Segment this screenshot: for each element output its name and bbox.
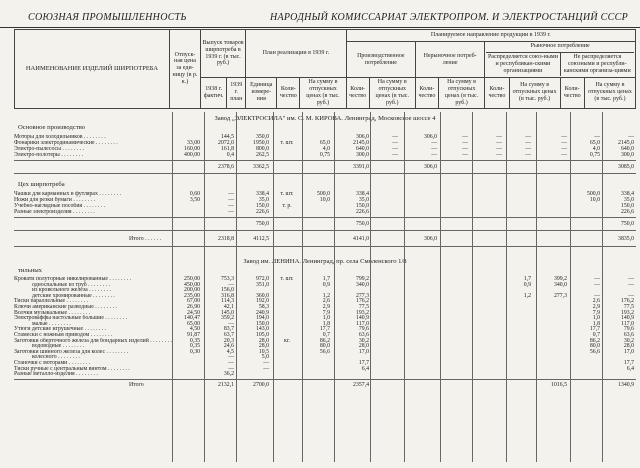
cell-uq: 80,0	[589, 343, 600, 350]
column-rule	[370, 112, 371, 462]
cell-sum: 6,4	[361, 365, 369, 372]
cell-qty: 0,9	[322, 281, 330, 288]
header-rule	[0, 27, 640, 28]
cell-us: 193,2	[620, 309, 634, 316]
cell-uq: 17,7	[589, 326, 600, 333]
cell-us: 3085,0	[618, 164, 634, 170]
cell-qty: 2,9	[322, 304, 330, 310]
column-rule	[472, 112, 473, 462]
cell-us: —	[628, 281, 634, 288]
col-sum: На сумму в отпускных ценах (в тыс. руб.)	[300, 78, 346, 109]
row-name: Разные металло-изделия . . . . . . . .	[14, 371, 98, 378]
cell-sum: 30,2	[358, 337, 369, 344]
cell-sum: 277,3	[355, 292, 369, 299]
cell-plan: 2700,0	[253, 381, 269, 388]
cell-fact: 63,7	[223, 332, 234, 338]
cell-plan: 105,0	[255, 332, 269, 338]
cell-uq: 65,0	[589, 140, 600, 146]
cell-qty: 1,2	[322, 292, 330, 299]
cell-plan: 1950,0	[253, 140, 269, 146]
cell-fact: 36,2	[223, 371, 234, 378]
cell-sum: 176,2	[355, 298, 369, 305]
cell-qty: 7,9	[322, 309, 330, 316]
row-rule	[14, 160, 636, 161]
col-market-header	[485, 42, 636, 78]
cell-qty: 1,0	[322, 315, 330, 322]
col-plan-header: План реализации в 1939 г.	[246, 30, 347, 78]
col-undist-sum: На сумму в отпускных ценах (в тыс. руб.)	[584, 78, 635, 109]
cell-fact: —	[228, 320, 234, 327]
cell-unit: т. шт.	[280, 191, 294, 197]
cell-price: 0,30	[189, 348, 200, 355]
page-header-left: СОЮЗНАЯ ПРОМЫШЛЕННОСТЬ	[28, 12, 187, 23]
cell-qty: 80,0	[319, 343, 330, 350]
cell-fact: 2132,1	[218, 381, 234, 388]
cell-uq: —	[594, 292, 600, 299]
row-name: односпальные из труб . . . . . . . .	[32, 281, 110, 288]
row-name: Разные электроизделия . . . . . . . .	[14, 209, 95, 215]
cell-fact: —	[228, 281, 234, 288]
cell-fact: 753,3	[220, 276, 234, 282]
cell-plan: 194,0	[255, 315, 269, 322]
cell-price: 0,35	[189, 343, 200, 350]
cell-fact: —	[228, 354, 234, 361]
cell-fact: 2318,8	[218, 236, 234, 242]
cell-fact: 0,4	[226, 152, 234, 158]
cell-uq: —	[594, 134, 600, 140]
row-name: Стамески с ножным приводом . . . . . . . .	[14, 332, 113, 338]
cell-us: 176,2	[620, 298, 634, 305]
cell-qty: 1,7	[322, 276, 330, 282]
row-name: детские хромированные . . . . . . . .	[32, 292, 115, 299]
cell-sum: 193,2	[355, 309, 369, 316]
cell-us: 30,2	[623, 337, 634, 344]
cell-sum: 35,0	[358, 197, 369, 203]
cell-price: 91,87	[186, 332, 200, 338]
cell-us: 3835,0	[618, 236, 634, 242]
row-rule	[14, 379, 636, 380]
column-rule	[172, 112, 173, 462]
cell-ns: —	[496, 152, 502, 158]
cell-sum: 140,9	[355, 315, 369, 322]
cell-sum: 4141,0	[353, 236, 369, 242]
cell-qty: 1,8	[322, 320, 330, 327]
cell-plan: 3362,5	[253, 164, 269, 170]
cell-plan: 28,0	[258, 337, 269, 344]
row-name: Электро-полотеры . . . . . . . .	[14, 152, 84, 158]
cell-us: 77,5	[623, 304, 634, 310]
cell-price: 140,47	[184, 315, 200, 322]
cell-uq: 0,75	[589, 152, 600, 158]
cell-sum: 17,0	[358, 348, 369, 355]
column-rule	[536, 112, 537, 462]
cell-price: 235,00	[184, 292, 200, 299]
cell-price: 33,00	[186, 140, 200, 146]
cell-ps: —	[431, 146, 437, 152]
plant-heading: Завод „ЭЛЕКТРОСИЛА" им. С. М. КИРОВА. Ленинград, Московское шоссе 4	[214, 115, 436, 122]
cell-sum: 2357,4	[353, 381, 369, 388]
cell-price: 250,00	[184, 276, 200, 282]
cell-uq: 86,2	[589, 337, 600, 344]
cell-us: 2145,0	[618, 140, 634, 146]
section-title: Цех ширпотреба	[18, 181, 65, 188]
cell-fact: —	[228, 365, 234, 372]
cell-ds: —	[561, 140, 567, 146]
final-total-label: Итого	[129, 381, 144, 388]
col-unit: Единица измере-ния	[246, 78, 277, 109]
cell-dq: —	[525, 152, 531, 158]
cell-pq: —	[392, 152, 398, 158]
cell-ps: —	[431, 140, 437, 146]
row-name: колесного . . . . . . . .	[32, 354, 80, 361]
col-dist-qty: Коли-чество	[485, 78, 509, 109]
cell-sum: 640,0	[355, 146, 369, 152]
col-distribution-header: Планируемое направление продукции в 1939 г.	[346, 30, 635, 42]
column-rule	[204, 112, 205, 462]
cell-price: 200,00	[184, 287, 200, 294]
col-output-fact: 1938 г. фактич.	[201, 78, 227, 109]
cell-ds: 1016,5	[551, 381, 567, 388]
cell-fact: —	[228, 203, 234, 209]
cell-fact: 2378,6	[218, 164, 234, 170]
cell-sum: 117,0	[356, 320, 369, 327]
cell-us: —	[628, 292, 634, 299]
cell-uq: 500,0	[586, 191, 600, 197]
cell-price: 4,50	[189, 326, 200, 333]
col-nonmarket-header: Нерыночное потреб-ление	[415, 42, 484, 78]
cell-plan: 338,4	[255, 191, 269, 197]
cell-us: 6,4	[626, 365, 634, 372]
cell-plan: 28,0	[258, 343, 269, 350]
col-nonmarket-qty: Коли-чество	[415, 78, 438, 109]
row-name: Волчки музыкальные . . . . . . . .	[14, 309, 91, 316]
cell-pq: —	[392, 134, 398, 140]
cell-fact: 4,5	[226, 348, 234, 355]
cell-sum: 300,0	[355, 152, 369, 158]
column-rule	[506, 112, 507, 462]
cell-ps: 306,0	[423, 164, 437, 170]
cell-sum: 226,6	[355, 209, 369, 215]
column-rule	[404, 112, 405, 462]
cell-plan: 240,9	[255, 309, 269, 316]
col-undist-qty: Коли-чество	[560, 78, 584, 109]
cell-fact: 114,3	[221, 298, 234, 305]
cell-plan: 58,3	[258, 304, 269, 310]
cell-sum: 338,4	[355, 191, 369, 197]
cell-dq: 0,9	[523, 281, 531, 288]
cell-sum: 750,0	[355, 221, 369, 227]
row-rule	[14, 230, 636, 231]
cell-price: 400,00	[184, 152, 200, 158]
cell-plan: 150,0	[255, 203, 269, 209]
col-qty: Коли-чество	[277, 78, 300, 109]
cell-plan: 750,0	[255, 221, 269, 227]
market-label: Рыночное потребление	[530, 43, 590, 50]
cell-dq: —	[525, 134, 531, 140]
row-name: Заготовки оберточного железа для бондарных изделий . . . . . . . .	[14, 337, 172, 344]
cell-ps: 306,0	[423, 236, 437, 242]
cell-plan: —	[263, 360, 269, 366]
cell-fact: —	[228, 191, 234, 197]
row-name: Электро-пылесосы . . . . . . . .	[14, 146, 85, 152]
cell-unit: т. р.	[282, 203, 292, 209]
cell-ns: —	[496, 146, 502, 152]
row-name: Станочки с моторами . . . . . . . .	[14, 360, 91, 366]
cell-uq: 7,9	[592, 309, 600, 316]
cell-us: 150,0	[620, 203, 634, 209]
cell-us: 140,9	[620, 315, 634, 322]
cell-price: 0,60	[189, 191, 200, 197]
cell-us: —	[628, 276, 634, 282]
cell-qty: 56,6	[319, 348, 330, 355]
cell-us: 338,4	[620, 191, 634, 197]
cell-fact: 161,8	[220, 146, 234, 152]
column-rule	[440, 112, 441, 462]
cell-nq: —	[462, 152, 468, 158]
cell-plan: 351,0	[255, 281, 269, 288]
row-name: Утюги детские игрушечные . . . . . . . .	[14, 326, 107, 333]
cell-sum: 79,6	[358, 326, 369, 333]
cell-us: 640,0	[620, 146, 634, 152]
cell-uq: 1,0	[592, 315, 600, 322]
cell-us: 35,0	[623, 197, 634, 203]
cell-price: 450,00	[184, 281, 200, 288]
cell-plan: —	[263, 365, 269, 372]
cell-ns: —	[496, 134, 502, 140]
cell-nq: —	[462, 134, 468, 140]
cell-uq: —	[594, 281, 600, 288]
cell-pq: —	[392, 140, 398, 146]
cell-qty: 65,0	[319, 140, 330, 146]
not-distributed-label: Не распределяется союзными и республи-канскими организа-циями	[563, 54, 631, 74]
cell-fact: 83,7	[223, 326, 234, 333]
cell-fact: 359,2	[220, 315, 234, 322]
cell-sum: 340,0	[355, 281, 369, 288]
section-title: тильных	[18, 267, 42, 274]
cell-plan: 350,0	[255, 134, 269, 140]
cell-fact: 156,0	[220, 287, 234, 294]
cell-sum: 306,0	[355, 134, 369, 140]
cell-ds: 277,3	[553, 292, 567, 299]
cell-plan: 262,5	[255, 152, 269, 158]
cell-plan: 5,0	[261, 354, 269, 361]
cell-plan: 800,0	[255, 146, 269, 152]
cell-us: 226,6	[620, 209, 634, 215]
cell-price: 67,00	[186, 298, 200, 305]
col-price-header: Отпуск-ная цена за еди-ницу (в р. к.)	[170, 30, 201, 109]
row-name: Кровати полуторные никелированные . . . . . . . .	[14, 276, 132, 282]
row-name: Заготовки шинного железа для колес . . . . . . . .	[14, 348, 129, 355]
cell-us: 63,6	[623, 332, 634, 338]
cell-uq: 2,6	[592, 298, 600, 305]
cell-plan: 226,6	[255, 209, 269, 215]
cell-fact: —	[228, 209, 234, 215]
column-rule	[236, 112, 237, 462]
column-rule	[334, 112, 335, 462]
row-name: Учебно-наглядные пособия . . . . . . . .	[14, 203, 106, 209]
row-name: Тиски ручные с центральным винтом . . . . . . . .	[14, 365, 130, 372]
row-name: водоводные . . . . . . . .	[32, 343, 85, 350]
row-name: Моторы для холодильников . . . . . . . .	[14, 134, 106, 140]
row-name: Электроваффы настольные большие . . . . . . . .	[14, 315, 128, 322]
cell-plan: 150,0	[255, 320, 269, 327]
cell-plan: 10,5	[258, 348, 269, 355]
cell-us: 79,6	[623, 326, 634, 333]
cell-qty: 17,7	[319, 326, 330, 333]
row-rule	[14, 217, 636, 218]
col-name-header: НАИМЕНОВАНИЕ ИЗДЕЛИЙ ШИРПОТРЕБА	[15, 30, 170, 109]
row-name: из кровельного железа . . . . . . . .	[32, 287, 111, 294]
cell-sum: 77,5	[358, 304, 369, 310]
cell-sum: 799,2	[355, 276, 369, 282]
cell-unit: т. шт.	[280, 276, 294, 282]
cell-qty: 0,7	[322, 332, 330, 338]
cell-qty: 2,6	[322, 298, 330, 305]
cell-sum: 3391,0	[353, 164, 369, 170]
page-header-right: НАРОДНЫЙ КОМИССАРИАТ ЭЛЕКТРОПРОМ. И ЭЛЕКТРОСТАНЦИЙ СССР	[269, 12, 628, 23]
table-header	[14, 29, 636, 109]
cell-ds: —	[561, 152, 567, 158]
cell-us: 17,0	[623, 348, 634, 355]
cell-ds: 340,0	[553, 281, 567, 288]
cell-dq: —	[525, 146, 531, 152]
row-name: Чашки для карманных в футлярах . . . . . . . .	[14, 191, 122, 197]
cell-sum: 2145,0	[353, 140, 369, 146]
cell-qty: 86,2	[319, 337, 330, 344]
col-prod-header: Производственное потребление	[346, 42, 415, 78]
cell-uq: 1,8	[592, 320, 600, 327]
cell-nq: —	[462, 140, 468, 146]
row-name: Тиски параллельные . . . . . . . .	[14, 298, 89, 305]
column-rule	[273, 112, 274, 462]
cell-plan: 360,0	[255, 292, 269, 299]
cell-uq: 2,9	[592, 304, 600, 310]
column-rule	[570, 112, 571, 462]
cell-plan: 972,0	[255, 276, 269, 282]
cell-sum: 28,0	[358, 343, 369, 350]
cell-unit: кг.	[284, 337, 290, 344]
cell-ds: —	[561, 134, 567, 140]
distributed-label: Распределяется союз-ными и республикан-скими организациями	[486, 53, 560, 76]
cell-qty: 10,0	[319, 197, 330, 203]
cell-ns: —	[496, 140, 502, 146]
plant-heading: Завод им. ЛЕНИНА. Ленинград, пр. села Смоленского 1/8	[243, 258, 407, 265]
cell-plan: 4112,5	[253, 236, 269, 242]
cell-fact: 2072,0	[218, 140, 234, 146]
cell-fact: 145,0	[220, 309, 234, 316]
cell-price: 160,00	[184, 146, 200, 152]
cell-us: 750,0	[620, 221, 634, 227]
cell-ps: —	[431, 152, 437, 158]
col-output-header: Выпуск товаров ширпотреба в 1939 г. (в тыс. руб.)	[201, 30, 246, 78]
grand-total-label: Итого . . . . . .	[129, 236, 162, 242]
cell-us: 17,7	[623, 360, 634, 366]
cell-unit: т. шт.	[280, 140, 294, 146]
row-rule	[14, 246, 636, 247]
col-prod-sum: На сумму в отпускных ценах (в тыс. руб.)	[369, 78, 415, 109]
cell-sum: 63,6	[358, 332, 369, 338]
cell-fact: —	[228, 197, 234, 203]
column-rule	[602, 112, 603, 462]
row-rule	[14, 173, 636, 174]
row-name: малые . . . . . . . .	[32, 320, 71, 327]
cell-qty: 4,0	[322, 146, 330, 152]
cell-qty: 0,75	[319, 152, 330, 158]
cell-ds: 399,2	[553, 276, 567, 282]
cell-price: 26,90	[186, 304, 200, 310]
cell-price: 65,00	[186, 320, 200, 327]
cell-us: 117,0	[621, 320, 634, 327]
cell-dq: 1,2	[523, 292, 531, 299]
cell-fact: 42,1	[223, 304, 234, 310]
cell-us: —	[628, 134, 634, 140]
section-title: Основное производство	[18, 124, 86, 131]
cell-dq: —	[525, 140, 531, 146]
col-prod-qty: Коли-чество	[346, 78, 369, 109]
col-output-plan: 1939 г. план	[227, 78, 246, 109]
cell-us: 300,0	[620, 152, 634, 158]
cell-plan: 35,0	[258, 197, 269, 203]
cell-pq: —	[392, 146, 398, 152]
cell-uq: 4,0	[592, 146, 600, 152]
cell-price: 3,50	[189, 197, 200, 203]
cell-fact: —	[228, 360, 234, 366]
row-name: Фонарики электродинамические . . . . . . . .	[14, 140, 118, 146]
cell-ds: —	[561, 146, 567, 152]
cell-price: 24,50	[186, 309, 200, 316]
row-name: Ножи для резки бумаги . . . . . . . .	[14, 197, 96, 203]
col-dist-sum: На сумму в отпускных ценах (в тыс. руб.)	[509, 78, 560, 109]
cell-qty: 500,0	[316, 191, 330, 197]
cell-uq: 56,6	[589, 348, 600, 355]
cell-uq: —	[594, 276, 600, 282]
cell-uq: 10,0	[589, 197, 600, 203]
cell-fact: 20,3	[223, 337, 234, 344]
cell-price: 0,35	[189, 337, 200, 344]
cell-plan: 192,0	[255, 298, 269, 305]
cell-nq: —	[462, 146, 468, 152]
cell-sum: 17,7	[358, 360, 369, 366]
cell-dq: 1,7	[523, 276, 531, 282]
cell-ps: 306,0	[423, 134, 437, 140]
cell-fact: 316,8	[220, 292, 234, 299]
cell-uq: 0,7	[592, 332, 600, 338]
cell-us: 1340,9	[618, 381, 634, 388]
cell-us: 28,0	[623, 343, 634, 350]
cell-plan: 143,0	[255, 326, 269, 333]
cell-fact: 24,6	[223, 343, 234, 350]
cell-sum: 150,0	[355, 203, 369, 209]
row-name: Ключи американские разводные . . . . . . . .	[14, 304, 117, 310]
col-nonmarket-sum: На сумму в отпускных ценах (в тыс. руб.)	[438, 78, 484, 109]
column-rule	[302, 112, 303, 462]
cell-fact: 144,5	[220, 134, 234, 140]
